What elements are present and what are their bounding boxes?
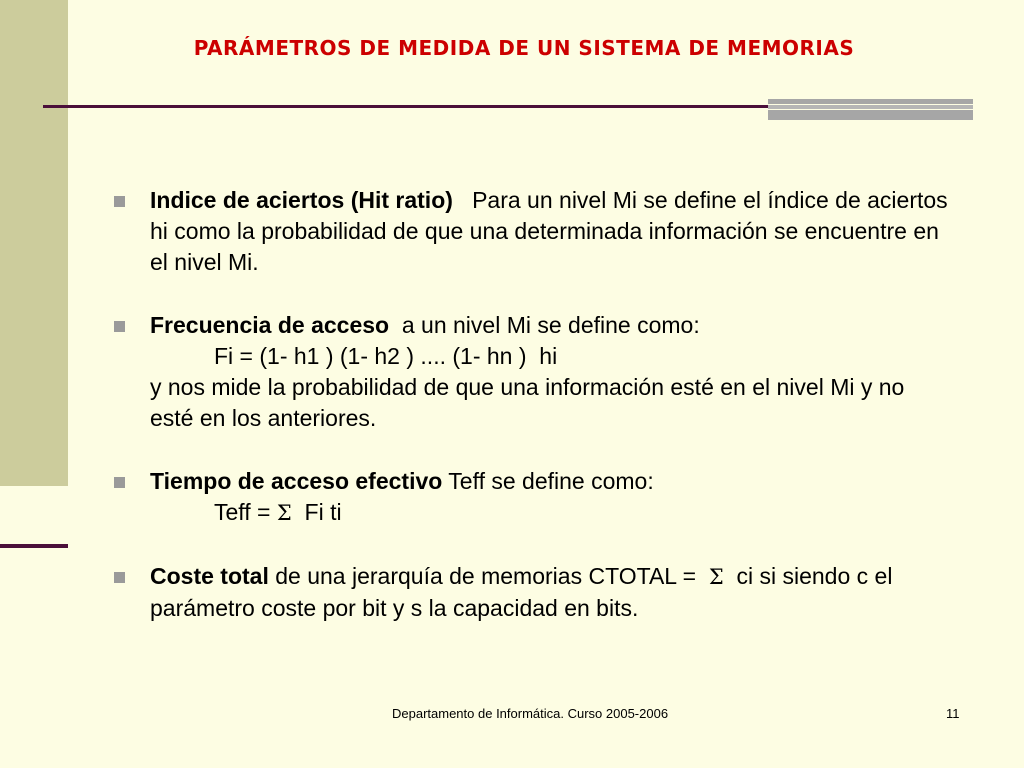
title-underline [43, 105, 771, 108]
slide-title: PARÁMETROS DE MEDIDA DE UN SISTEMA DE MEMORIAS [193, 36, 855, 60]
bullet-access-frequency [112, 310, 952, 434]
sigma-symbol: Σ [276, 501, 292, 525]
bullet-term: Tiempo de acceso efectivo [150, 468, 443, 494]
bullet-effective-access-time [112, 466, 952, 529]
bullet-total-cost [112, 561, 952, 624]
bullet-term: Frecuencia de acceso [150, 312, 390, 338]
bullet-hit-ratio [112, 185, 952, 278]
bullet-term: Indice de aciertos (Hit ratio) [150, 187, 453, 213]
bullet-square-icon [114, 477, 125, 488]
bullet-square-icon [114, 196, 125, 207]
decorative-gray-block [768, 99, 973, 120]
bullet-text: a un nivel Mi se define como: [401, 312, 700, 338]
bullet-text-continued: ci si siendo c el parámetro coste por bit y s la capacidad en bits. [150, 563, 893, 621]
bullet-text: Teff se define como: [448, 468, 654, 494]
sigma-symbol: Σ [708, 565, 724, 589]
formula-rhs: Fi ti [304, 499, 342, 525]
bullet-square-icon [114, 572, 125, 583]
formula-teff [150, 497, 952, 529]
bullet-term: Coste total [150, 563, 269, 589]
left-accent-line [0, 544, 68, 548]
bullet-square-icon [114, 321, 125, 332]
formula-fi: Fi = (1- h1 ) (1- h2 ) .... (1- hn ) hi [214, 343, 558, 369]
formula-lhs: Teff = [214, 499, 271, 525]
slide-content [112, 185, 952, 624]
bullet-text: de una jerarquía de memorias CTOTAL = [275, 563, 697, 589]
bullet-text: Para un nivel Mi se define el índice de aciertos hi como la probabilidad de que una determinada información se encuentre en el nivel Mi. [150, 187, 948, 275]
left-decorative-bar [0, 0, 68, 486]
footer-text: Departamento de Informática. Curso 2005-2006 [392, 706, 669, 721]
page-number: 11 [946, 706, 960, 721]
bullet-text-continued: y nos mide la probabilidad de que una información esté en el nivel Mi y no esté en los anteriores. [150, 374, 905, 431]
